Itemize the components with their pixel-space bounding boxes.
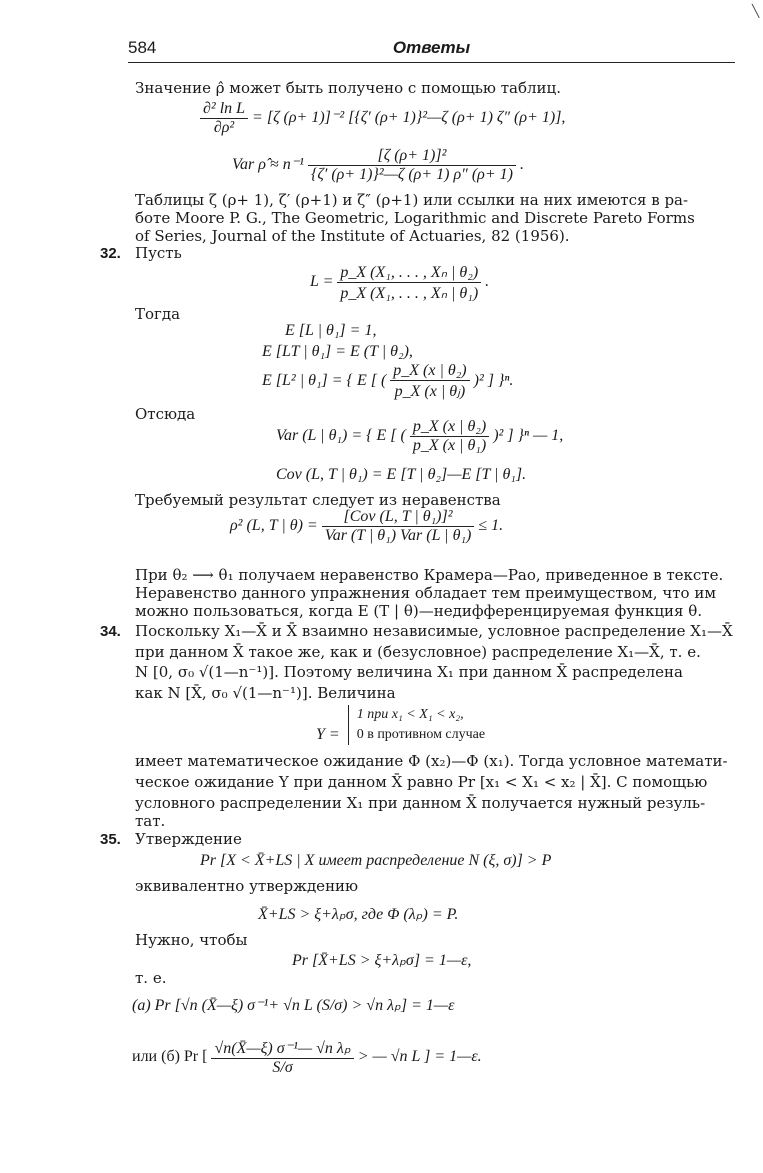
formula-ELT: E [LT | θ₁] = E (T | θ₂), [262, 343, 413, 360]
text-line: можно пользоваться, когда E (T | θ)—недифференцируемая функция θ. [135, 602, 703, 620]
text-line: как N [X̄, σ₀ √(1—n⁻¹)]. Величина [135, 684, 396, 702]
text-line: боте Moore P. G., The Geometric, Logarithmic and Discrete Pareto Forms [135, 209, 695, 227]
formula-cov: Cov (L, T | θ₁) = E [T | θ₂]—E [T | θ₁]. [276, 466, 527, 483]
formula-var-rho: Var ρ̂ ≈ n⁻¹ $\frac{\text{[ζ (ρ+ 1)]²}}{\text{\{ζ′ (ρ+ 1)\}²—ζ (ρ+ 1) ρ″ (ρ+ 1)}}$ . [232, 147, 524, 183]
exercise-number: 35. [100, 831, 121, 848]
formula-rho2: ρ² (L, T | θ) = $\frac{\text{[Cov (L, T | θ₁)]²}}{\text{Var (T | θ₁) Var (L | θ₁)}}$ ≤ 1. [230, 508, 504, 544]
text-line: условного распределении X₁ при данном X̄ получается нужный резуль- [135, 794, 706, 812]
formula-d2lnL: $\frac{\text{∂² ln L}}{\text{∂ρ²}}$ = [ζ (ρ+ 1)]⁻² [{ζ′ (ρ+ 1)}²—ζ (ρ+ 1) ζ″ (ρ+ 1)], [200, 100, 565, 137]
page-number: 584 [128, 38, 157, 57]
formula-varL: Var (L | θ₁) = { E [ ( $\frac{\text{p\_X (x | θ₂)}}{\text{p\_X (x | θ₁)}}$ )² ] }ⁿ — 1, [276, 418, 564, 454]
text-line: Требуемый результат следует из неравенства [135, 491, 501, 509]
formula-statement: Pr [X < X̄+LS | X имеет распределение N (ξ, σ)] > P [200, 852, 552, 869]
text-line: Утверждение [135, 830, 242, 848]
text-line: Пусть [135, 244, 182, 262]
running-header [128, 38, 735, 63]
running-title: Ответы [392, 38, 471, 57]
formula-EL: E [L | θ₁] = 1, [285, 322, 377, 339]
formula-need: Pr [X̄+LS > ξ+λₚσ] = 1—ε, [292, 952, 472, 969]
exercise-number: 32. [100, 245, 121, 262]
text-line: of Series, Journal of the Institute of Actuaries, 82 (1956). [135, 227, 570, 245]
formula-EL2: E [L² | θ₁] = { E [ ( $\frac{\text{p\_X (x | θ₂)}}{\text{p\_X (x | θⱼ)}}$ )² ] }ⁿ. [262, 362, 514, 400]
text-line: Отсюда [135, 405, 196, 423]
text-line: тат. [135, 812, 166, 830]
text-line: Значение ρ̂ может быть получено с помощью таблиц. [135, 79, 561, 97]
scan-mark: ╲ [752, 4, 760, 18]
formula-b: или (б) Pr [ $\frac{\text{√n(X̄—ξ) σ⁻¹— √n λₚ}}{S/\sigma}$ > — √n L ] = 1—ε. [132, 1040, 482, 1076]
formula-equivalent: X̄+LS > ξ+λₚσ, где Φ (λₚ) = P. [258, 906, 459, 923]
text-line: эквивалентно утверждению [135, 877, 359, 895]
text-line: при данном X̄ такое же, как и (безусловное) распределение X₁—X̄, т. е. [135, 643, 701, 661]
text-line: При θ₂ ⟶ θ₁ получаем неравенство Крамера—Рао, приведенное в тексте. [135, 566, 724, 584]
formula-L-ratio: L = $\frac{\text{p\_X (X₁, . . . , Xₙ | θ₂)}}{\text{p\_X (X₁, . . . , Xₙ | θ₁)}}$ . [310, 264, 490, 302]
text-line: Неравенство данного упражнения обладает тем преимуществом, что им [135, 584, 717, 602]
text-line: Нужно, чтобы [135, 931, 248, 949]
text-line: N [0, σ₀ √(1—n⁻¹)]. Поэтому величина X₁ при данном X̄ распределена [135, 663, 683, 681]
text-line: Поскольку X₁—X̄ и X̄ взаимно независимые, условное распределение X₁—X̄ [135, 622, 733, 640]
text-line: Таблицы ζ (ρ+ 1), ζ′ (ρ+1) и ζ″ (ρ+1) или ссылки на них имеются в ра- [135, 191, 689, 209]
formula-Y: Y = 1 при x₁ < X₁ < x₂, 0 в противном случае [316, 705, 485, 745]
text-line: Тогда [135, 305, 181, 323]
text-line: ческое ожидание Y при данном X̄ равно Pr [x₁ < X₁ < x₂ | X̄]. С помощью [135, 773, 708, 791]
text-line: имеет математическое ожидание Φ (x₂)—Φ (x₁). Тогда условное математи- [135, 752, 728, 770]
formula-a: (а) Pr [√n (X̄—ξ) σ⁻¹+ √n L (S/σ) > √n λₚ] = 1—ε [132, 997, 455, 1014]
exercise-number: 34. [100, 623, 121, 640]
text-line: т. е. [135, 969, 167, 987]
